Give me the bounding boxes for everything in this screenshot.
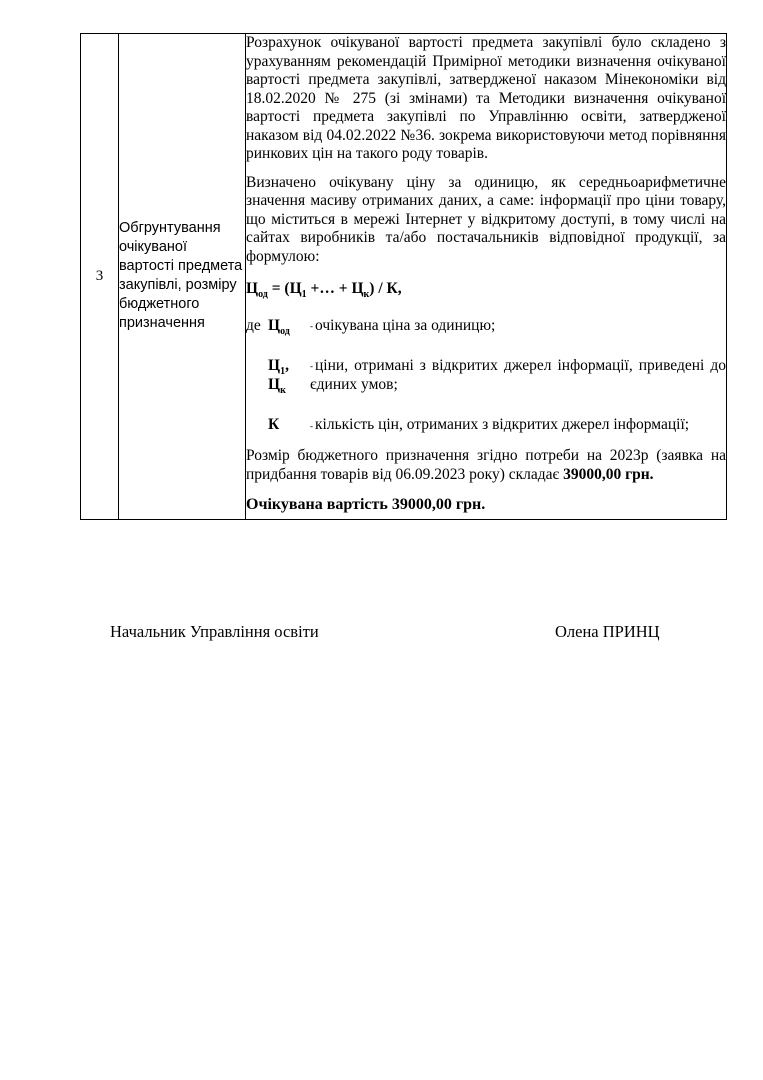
row-number: 3 xyxy=(81,34,119,520)
definition-prices xyxy=(246,357,726,394)
definition-symbol: $Ц_1$, $Ц_к$ xyxy=(268,357,289,396)
definition-count xyxy=(246,416,726,435)
price-definition-paragraph: Визначено очікувану ціну за одиницю, як середньоарифметичне значення масиву отриманих даних, а саме: інформації про ціни товару, що міститься в мережі Інтернет у відкритому доступі, в тому числі на сайтах виробників та/або постачальників відповідної продукції, за формулою: xyxy=(246,173,726,265)
price-formula: $Ц_{од} = (Ц_1$ +… + $Ц_к$) / К, xyxy=(246,280,402,301)
definition-unit-price xyxy=(246,317,726,336)
definition-symbol: $Ц_{од}$ xyxy=(268,316,290,337)
expected-cost: Очікувана вартість 39000,00 грн. xyxy=(246,496,486,514)
signatory-name: Олена ПРИНЦ xyxy=(555,622,660,641)
budget-paragraph: Розмір бюджетного призначення згідно потреби на 2023р (заявка на придбання товарів від 06.09.2023 року) складає 39000,00 грн. xyxy=(246,447,726,483)
justification-table xyxy=(80,33,727,520)
definition-text: - ціни, отримані з відкритих джерел інформації, приведені до єдиних умов; xyxy=(310,357,726,393)
row-content xyxy=(246,34,727,520)
table-row xyxy=(81,34,727,520)
definition-text: - кількість цін, отриманих з відкритих джерел інформації; xyxy=(310,416,690,434)
row-label: Обгрунтування очікуваної вартості предмета закупівлі, розміру бюджетного призначення xyxy=(119,34,246,520)
definition-text: - очікувана ціна за одиницю; xyxy=(310,316,496,334)
definition-prefix: де xyxy=(246,316,261,334)
definition-symbol: К xyxy=(268,416,280,434)
methodology-paragraph: Розрахунок очікуваної вартості предмета закупівлі було складено з урахуванням рекомендацій Примірної методики визначення очікуваної вартості предмета закупівлі, затвердженої наказом Мінекономіки від 18.02.2020 № 275 (зі змінами) та Методики визначення очікуваної вартості предмета закупівлі по Управлінню освіти, затвердженої наказом від 04.02.2022 №36. зокрема використовуючи метод порівняння ринкових цін на такого роду товарів. xyxy=(246,34,726,162)
signatory-position: Начальник Управління освіти xyxy=(110,622,319,641)
